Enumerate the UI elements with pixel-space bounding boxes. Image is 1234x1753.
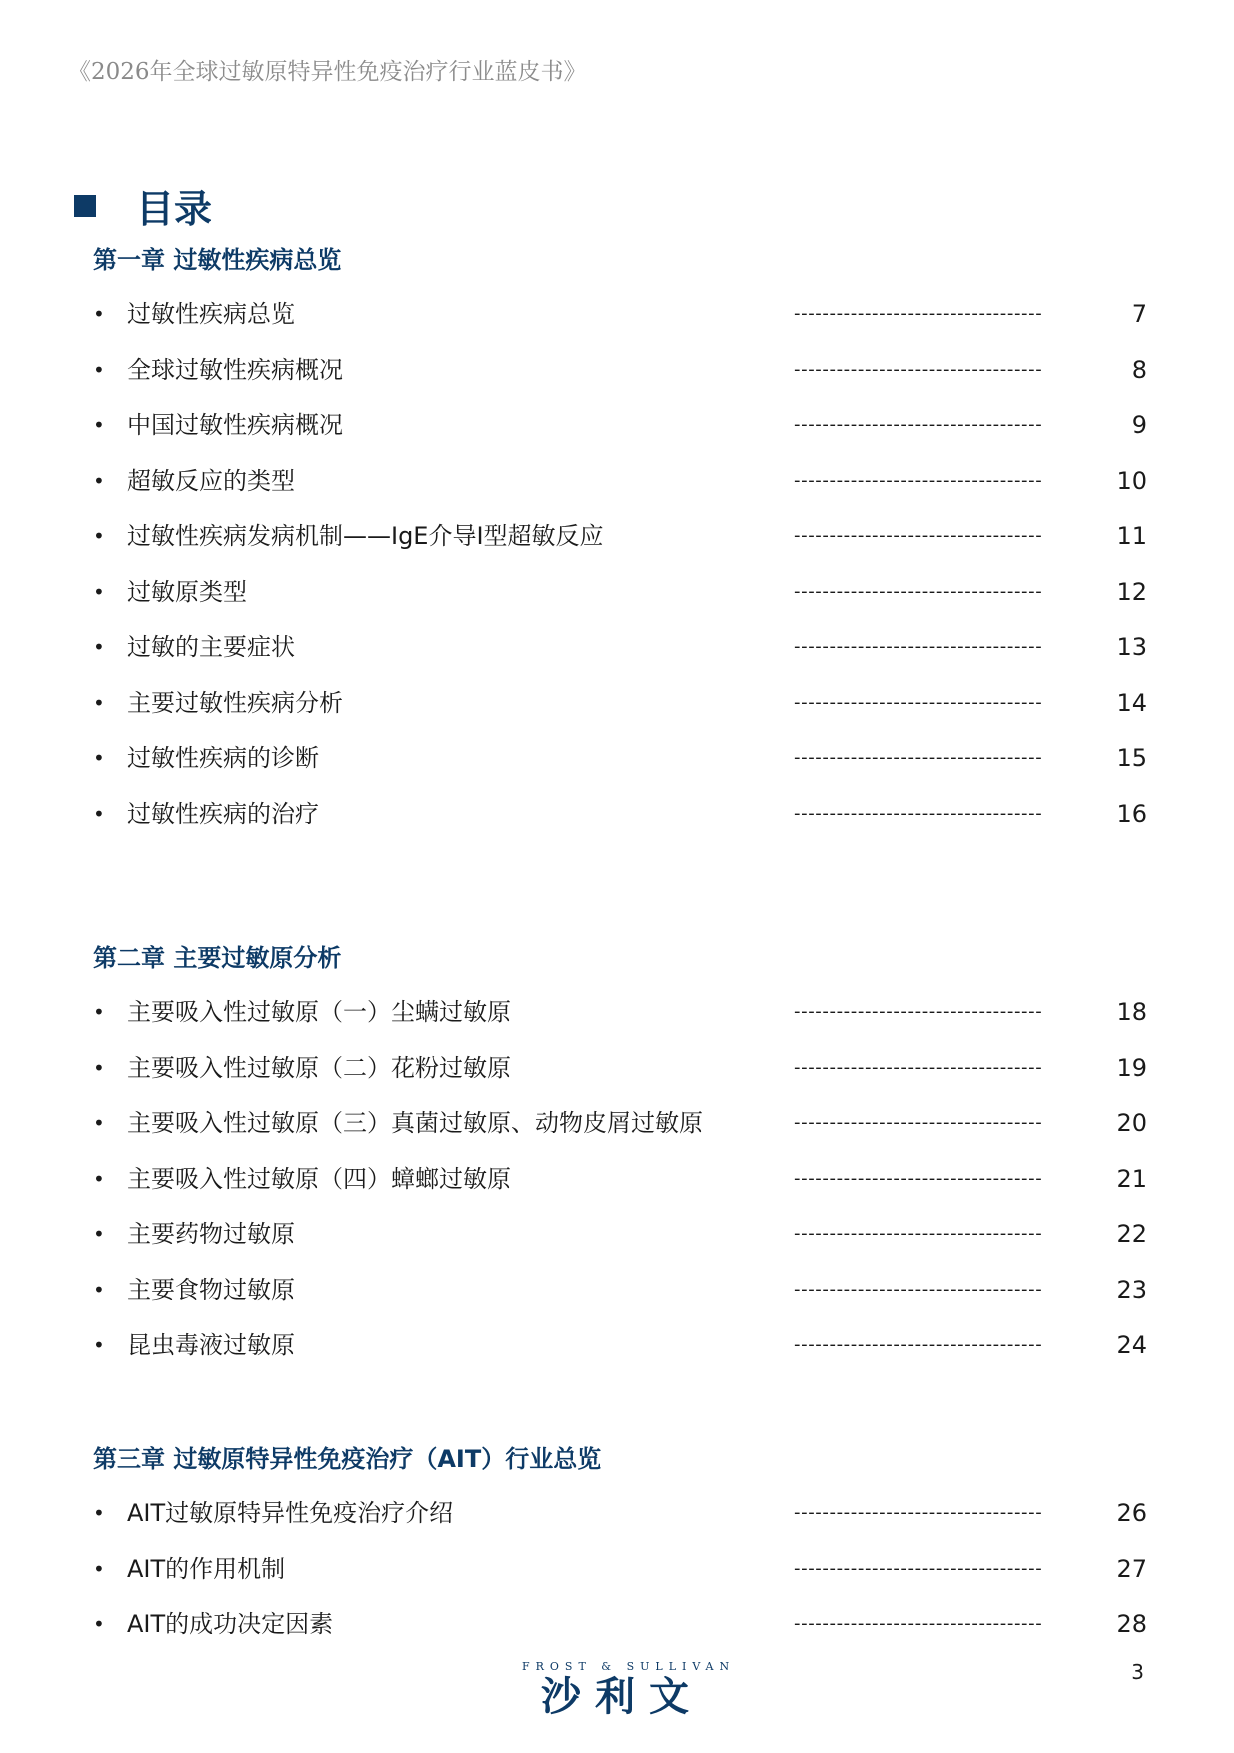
bullet-icon: • <box>93 1501 105 1525</box>
toc-item-label: 主要食物过敏原 <box>127 1275 295 1304</box>
chapter-3 <box>93 1439 1153 1660</box>
toc-item-label: 主要吸入性过敏原（四）蟑螂过敏原 <box>127 1164 511 1193</box>
toc-item-leader: ----------------------------------- <box>794 525 1043 546</box>
bullet-icon: • <box>93 1000 105 1024</box>
page-number: 3 <box>1131 1660 1144 1684</box>
toc-item-page: 26 <box>1116 1499 1147 1527</box>
toc-item-page: 21 <box>1116 1164 1147 1193</box>
toc-item[interactable] <box>93 992 1153 1048</box>
toc-item-leader: ----------------------------------- <box>794 636 1043 657</box>
toc-item-leader: ----------------------------------- <box>794 1557 1043 1579</box>
toc-list <box>93 294 1153 849</box>
toc-item-label: 过敏性疾病的诊断 <box>127 744 319 772</box>
toc-item-leader: ----------------------------------- <box>794 414 1043 435</box>
toc-item-page: 23 <box>1116 1275 1147 1304</box>
toc-item-page: 19 <box>1116 1053 1147 1082</box>
toc-list <box>93 992 1153 1381</box>
bullet-icon: • <box>93 1055 105 1080</box>
toc-item[interactable] <box>93 1214 1153 1270</box>
toc-item-label: 超敏反应的类型 <box>127 466 295 495</box>
bullet-icon: • <box>93 579 105 604</box>
toc-item-leader: ----------------------------------- <box>794 802 1043 824</box>
toc-item-label: 主要药物过敏原 <box>127 1220 295 1248</box>
bullet-icon: • <box>93 1166 105 1191</box>
toc-title: 目录 <box>136 187 213 231</box>
toc-item-page: 8 <box>1131 355 1147 384</box>
toc-item-leader: ----------------------------------- <box>794 469 1043 491</box>
toc-item-label: 主要吸入性过敏原（二）花粉过敏原 <box>127 1053 511 1082</box>
chapter-2 <box>93 938 1153 1381</box>
bullet-icon: • <box>93 302 105 326</box>
toc-item-leader: ----------------------------------- <box>794 747 1043 768</box>
toc-item-page: 28 <box>1116 1610 1147 1638</box>
toc-item-page: 11 <box>1116 522 1147 550</box>
toc-item-leader: ----------------------------------- <box>794 691 1043 713</box>
toc-item-leader: ----------------------------------- <box>794 303 1043 324</box>
toc-item-page: 9 <box>1131 411 1147 439</box>
toc-list <box>93 1493 1153 1660</box>
toc-item-leader: ----------------------------------- <box>794 1502 1043 1523</box>
chapter-title: 第三章 过敏原特异性免疫治疗（AIT）行业总览 <box>93 1445 602 1473</box>
toc-item[interactable] <box>93 1493 1153 1549</box>
toc-item[interactable] <box>93 738 1153 794</box>
toc-item-leader: ----------------------------------- <box>794 1112 1043 1133</box>
toc-item-page: 14 <box>1116 688 1147 717</box>
toc-item[interactable] <box>93 405 1153 461</box>
toc-item-page: 18 <box>1116 998 1147 1026</box>
bullet-icon: • <box>93 690 105 715</box>
toc-item[interactable] <box>93 1325 1153 1381</box>
bullet-icon: • <box>93 357 105 382</box>
toc-item[interactable] <box>93 294 1153 350</box>
toc-item-label: 过敏性疾病发病机制——IgE介导I型超敏反应 <box>127 522 604 550</box>
toc-item-page: 27 <box>1116 1554 1147 1583</box>
toc-item-leader: ----------------------------------- <box>794 1056 1043 1078</box>
toc-item[interactable] <box>93 516 1153 572</box>
toc-item-label: AIT的作用机制 <box>127 1554 286 1583</box>
toc-item-page: 20 <box>1116 1109 1147 1137</box>
bullet-icon: • <box>93 635 105 659</box>
toc-item[interactable] <box>93 461 1153 517</box>
chapter-title: 第一章 过敏性疾病总览 <box>93 246 342 274</box>
logo-english-text: FROST & SULLIVAN <box>522 1660 736 1673</box>
bullet-icon: • <box>93 1111 105 1135</box>
toc-item-leader: ----------------------------------- <box>794 1613 1043 1634</box>
toc-item[interactable] <box>93 1604 1153 1660</box>
toc-item-label: 过敏性疾病的治疗 <box>127 799 319 828</box>
toc-item[interactable] <box>93 1549 1153 1605</box>
bullet-icon: • <box>93 801 105 826</box>
toc-item-page: 13 <box>1116 633 1147 661</box>
bullet-icon: • <box>93 746 105 770</box>
toc-item-leader: ----------------------------------- <box>794 1278 1043 1300</box>
bullet-icon: • <box>93 1333 105 1357</box>
square-bullet-icon <box>74 195 96 217</box>
toc-item-page: 12 <box>1116 577 1147 606</box>
toc-item-page: 7 <box>1131 300 1147 328</box>
bullet-icon: • <box>93 524 105 548</box>
frost-sullivan-logo <box>522 1660 736 1720</box>
toc-item[interactable] <box>93 1159 1153 1215</box>
toc-item-label: 全球过敏性疾病概况 <box>127 355 343 384</box>
toc-heading <box>74 178 212 233</box>
document-header-title: 《2026年全球过敏原特异性免疫治疗行业蓝皮书》 <box>68 59 587 85</box>
toc-item-label: 过敏的主要症状 <box>127 633 295 661</box>
toc-item-page: 16 <box>1116 799 1147 828</box>
bullet-icon: • <box>93 1277 105 1302</box>
toc-item[interactable] <box>93 1103 1153 1159</box>
bullet-icon: • <box>93 468 105 493</box>
toc-item[interactable] <box>93 572 1153 628</box>
toc-item-label: AIT的成功决定因素 <box>127 1610 334 1638</box>
toc-item[interactable] <box>93 1048 1153 1104</box>
toc-item-label: 主要过敏性疾病分析 <box>127 688 343 717</box>
toc-item[interactable] <box>93 1270 1153 1326</box>
toc-item-page: 22 <box>1116 1220 1147 1248</box>
logo-chinese-text: 沙利文 <box>541 1674 703 1720</box>
bullet-icon: • <box>93 1612 105 1636</box>
toc-item-page: 10 <box>1116 466 1147 495</box>
chapter-title: 第二章 主要过敏原分析 <box>93 944 342 972</box>
bullet-icon: • <box>93 413 105 437</box>
toc-item-leader: ----------------------------------- <box>794 1001 1043 1022</box>
toc-item-leader: ----------------------------------- <box>794 358 1043 380</box>
toc-item-leader: ----------------------------------- <box>794 580 1043 602</box>
toc-item[interactable] <box>93 627 1153 683</box>
toc-item-leader: ----------------------------------- <box>794 1334 1043 1355</box>
toc-item-page: 24 <box>1116 1331 1147 1359</box>
bullet-icon: • <box>93 1222 105 1246</box>
toc-item-label: 主要吸入性过敏原（一）尘螨过敏原 <box>127 998 511 1026</box>
toc-item-label: 过敏原类型 <box>127 577 247 606</box>
toc-item-label: 过敏性疾病总览 <box>127 300 295 328</box>
toc-item-leader: ----------------------------------- <box>794 1167 1043 1189</box>
toc-item-label: AIT过敏原特异性免疫治疗介绍 <box>127 1499 454 1527</box>
toc-item[interactable] <box>93 794 1153 850</box>
chapter-1 <box>93 240 1153 849</box>
toc-item-leader: ----------------------------------- <box>794 1223 1043 1244</box>
toc-item-page: 15 <box>1116 744 1147 772</box>
toc-item-label: 中国过敏性疾病概况 <box>127 411 343 439</box>
toc-item-label: 主要吸入性过敏原（三）真菌过敏原、动物皮屑过敏原 <box>127 1109 703 1137</box>
toc-item[interactable] <box>93 350 1153 406</box>
bullet-icon: • <box>93 1556 105 1581</box>
toc-item-label: 昆虫毒液过敏原 <box>127 1331 295 1359</box>
toc-item[interactable] <box>93 683 1153 739</box>
